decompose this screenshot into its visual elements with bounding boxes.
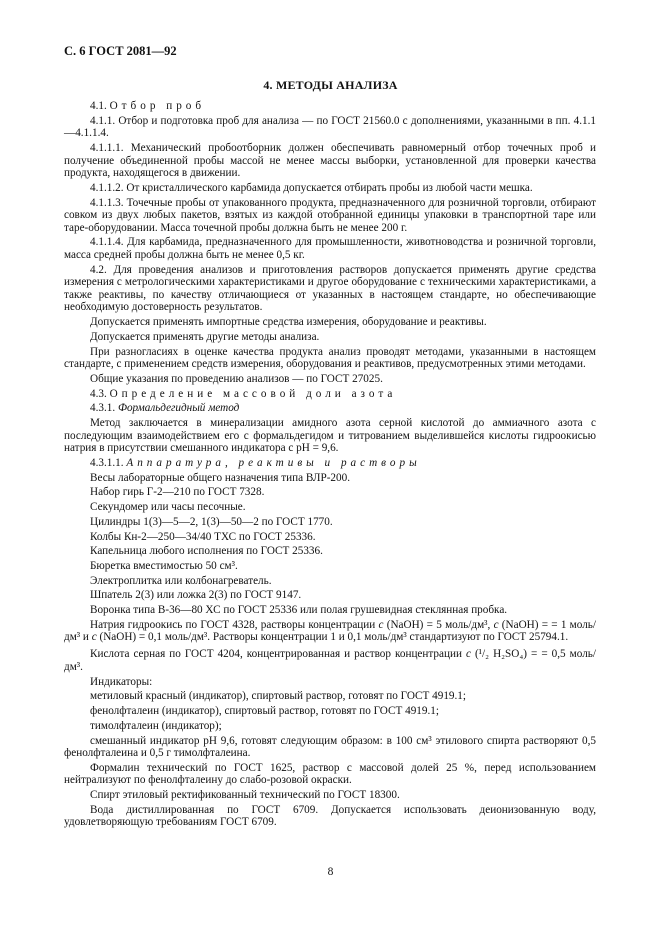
naoh-text: (NaOH) = 5 моль/дм³, [383, 618, 494, 631]
paragraph-4-1-1-2: 4.1.1.2. От кристаллического карбамида допускается отбирать пробы из любой части мешка. [90, 181, 533, 194]
indicators-title: Индикаторы: [90, 675, 153, 688]
equipment-item: Электроплитка или колбонагреватель. [90, 574, 272, 587]
naoh-text: (NaOH) = 0,1 моль/дм³. Растворы концентрации 1 и 0,1 моль/дм³ стандартизуют по ГОСТ 25794.1. [96, 631, 569, 644]
equipment-item: Капельница любого исполнения по ГОСТ 25336. [90, 545, 323, 558]
concentration-symbol: c [493, 618, 499, 631]
equipment-item: Секундомер или часы песочные. [90, 501, 246, 514]
acid-text: Кислота серная по ГОСТ 4204, концентрированная и раствор концентрации [90, 648, 466, 661]
equipment-item: Набор гирь Г-2—210 по ГОСТ 7328. [90, 486, 265, 499]
paragraph-water: Вода дистиллированная по ГОСТ 6709. Допускается использовать деионизованную воду, удовлетворяющую требованиям ГОСТ 6709. [64, 803, 596, 829]
clause-number: 4.3.1.1. [90, 456, 127, 469]
paragraph-4-1-1: 4.1.1. Отбор и подготовка проб для анализа — по ГОСТ 21560.0 с дополнениями, указанными в пп. 4.1.1—4.1.1.4. [64, 114, 596, 140]
paragraph-4-2: 4.2. Для проведения анализов и приготовления растворов допускается применять другие средства измерения с метрологическими характеристиками и другое оборудование с техническими характеристиками, а также реактивы, по качеству отличающиеся от указанных в настоящем стандарте, но обеспечивающие необходимую достоверность результатов. [64, 263, 596, 314]
equipment-list [64, 472, 596, 617]
clause-number: 4.3.1. [90, 402, 118, 415]
section-title: 4. МЕТОДЫ АНАЛИЗА [263, 78, 398, 92]
clause-heading-nitrogen: Определение массовой доли азота [109, 387, 397, 400]
indicator-item: тимолфталеин (индикатор); [90, 719, 222, 732]
indicator-item: фенолфталеин (индикатор), спиртовый раствор, готовят по ГОСТ 4919.1; [90, 705, 439, 718]
clause-heading-formaldehyde: Формальдегидный метод [117, 402, 240, 415]
running-header: С. 6 ГОСТ 2081—92 [64, 44, 177, 58]
indicator-item: метиловый красный (индикатор), спиртовый раствор, готовят по ГОСТ 4919.1; [90, 690, 467, 703]
paragraph-method: Метод заключается в минерализации амидного азота серной кислотой до аммиачного азота с последующим взаимодействием его с формальдегидом и титрованием выделившейся кислоты гидроокисью натрия в присутствии смешанного индикатора с pH = 9,6. [64, 417, 596, 455]
paragraph-4-1 [64, 100, 596, 113]
equipment-item: Шпатель 2(3) или ложка 2(3) по ГОСТ 9147. [90, 589, 302, 602]
clause-number: 4.1. [90, 100, 110, 112]
equipment-item: Воронка типа В-36—80 ХС по ГОСТ 25336 или полая грушевидная стеклянная пробка. [90, 604, 508, 617]
paragraph-import: Допускается применять импортные средства измерения, оборудование и реактивы. [90, 316, 487, 329]
concentration-symbol: c [91, 631, 97, 644]
equipment-item: Весы лабораторные общего назначения типа ВЛР-200. [90, 471, 351, 484]
paragraph-other-methods: Допускается применять другие методы анализа. [90, 330, 320, 343]
paragraph-4-1-1-4: 4.1.1.4. Для карбамида, предназначенного для промышленности, животноводства и розничной торговли, масса средней пробы должна быть не менее 0,5 кг. [64, 236, 596, 261]
acid-text: (¹/₂ H₂SO₄) = = 0,5 моль/дм³. [64, 648, 596, 673]
naoh-text: (NaOH) = = 1 моль/дм³ и [64, 618, 596, 644]
naoh-text: Натрия гидроокись по ГОСТ 4328, растворы концентрации [90, 618, 379, 631]
paragraph-sulfuric-acid [64, 648, 596, 673]
equipment-item: Цилиндры 1(3)—5—2, 1(3)—50—2 по ГОСТ 1770. [90, 515, 333, 528]
paragraph-4-1-1-1: 4.1.1.1. Механический пробоотборник должен обеспечивать равномерный отбор точечных проб и получение объединенной пробы массой не менее массы выборки, установленной для проверки качества продукта, находящегося в движении. [64, 142, 596, 180]
paragraph-disagreements: При разногласиях в оценке качества продукта анализ проводят методами, указанными в настоящем стандарте, с применением средств измерения, оборудования и реактивов, предусмотренных этими методами. [64, 345, 596, 371]
concentration-symbol: c [465, 648, 471, 661]
equipment-item: Бюретка вместимостью 50 см³. [90, 559, 238, 572]
paragraph-mixed-indicator: смешанный индикатор pH 9,6, готовят следующим образом: в 100 см³ этилового спирта растворяют 0,5 фенолфталеина и 0,5 г тимолфталеина. [64, 734, 596, 760]
document-body [64, 100, 596, 829]
equipment-item: Колбы Кн-2—250—34/40 ТХС по ГОСТ 25336. [90, 530, 316, 543]
clause-heading-sampling: Отбор проб [109, 100, 206, 112]
paragraph-formalin: Формалин технический по ГОСТ 1625, раствор с массовой долей 25 %, перед использованием нейтрализуют по фенолфталеину до слабо-розовой окраски. [64, 761, 596, 787]
clause-number: 4.3. [90, 387, 110, 400]
concentration-symbol: c [378, 618, 384, 631]
clause-heading-apparatus: Аппаратура, реактивы и растворы [126, 456, 421, 469]
paragraph-4-3 [64, 388, 596, 401]
paragraph-general: Общие указания по проведению анализов — по ГОСТ 27025. [90, 372, 383, 385]
paragraph-ethanol: Спирт этиловый ректификованный технический по ГОСТ 18300. [90, 789, 400, 802]
paragraph-4-3-1-1 [64, 457, 596, 470]
paragraph-naoh [64, 619, 596, 644]
paragraph-4-3-1 [64, 402, 596, 415]
page-number: 8 [327, 866, 334, 878]
paragraph-4-1-1-3: 4.1.1.3. Точечные пробы от упакованного продукта, предназначенного для розничной торговли, отбирают совком из двух любых пакетов, взятых из каждой отобранной единицы упаковки в транспортной таре или таре-оборудовании. Масса точечной пробы должна быть не менее 200 г. [64, 196, 596, 234]
